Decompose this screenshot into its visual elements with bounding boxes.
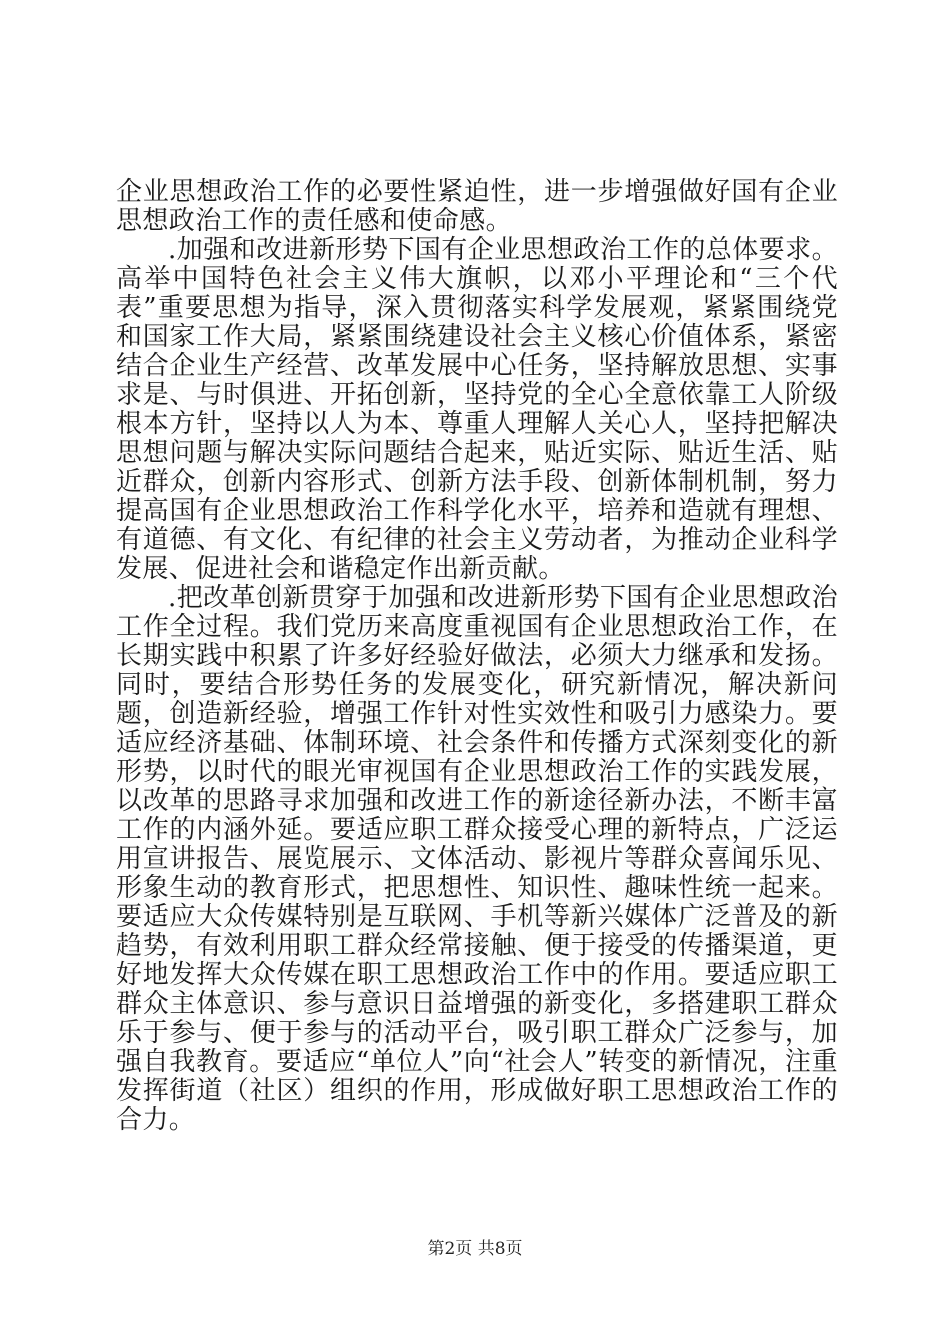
body-text — [116, 178, 838, 1135]
page-footer: 第2页 共8页 — [427, 1239, 523, 1259]
paragraph-3: .把改革创新贯穿于加强和改进新形势下国有企业思想政治工作全过程。我们党历来高度重视国有企业思想政治工作，在长期实践中积累了许多好经验好做法，必须大力继承和发扬。同时，要结合形势任务的发展变化，研究新情况，解决新问题，创造新经验，增强工作针对性实效性和吸引力感染力。要适应经济基础、体制环境、社会条件和传播方式深刻变化的新形势，以时代的眼光审视国有企业思想政治工作的实践发展，以改革的思路寻求加强和改进工作的新途径新办法，不断丰富工作的内涵外延。要适应职工群众接受心理的新特点，广泛运用宣讲报告、展览展示、文体活动、影视片等群众喜闻乐见、形象生动的教育形式，把思想性、知识性、趣味性统一起来。要适应大众传媒特别是互联网、手机等新兴媒体广泛普及的新趋势，有效利用职工群众经常接触、便于接受的传播渠道，更好地发挥大众传媒在职工思想政治工作中的作用。要适应职工群众主体意识、参与意识日益增强的新变化，多搭建职工群众乐于参与、便于参与的活动平台，吸引职工群众广泛参与，加强自我教育。要适应“单位人”向“社会人”转变的新情况，注重发挥街道（社区）组织的作用，形成做好职工思想政治工作的合力。 — [116, 583, 838, 1135]
paragraph-2: .加强和改进新形势下国有企业思想政治工作的总体要求。高举中国特色社会主义伟大旗帜，以邓小平理论和“三个代表”重要思想为指导，深入贯彻落实科学发展观，紧紧围绕党和国家工作大局，紧紧围绕建设社会主义核心价值体系，紧密结合企业生产经营、改革发展中心任务，坚持解放思想、实事求是、与时俱进、开拓创新，坚持党的全心全意依靠工人阶级根本方针，坚持以人为本、尊重人理解人关心人，坚持把解决思想问题与解决实际问题结合起来，贴近实际、贴近生活、贴近群众，创新内容形式、创新方法手段、创新体制机制，努力提高国有企业思想政治工作科学化水平，培养和造就有理想、有道德、有文化、有纪律的社会主义劳动者，为推动企业科学发展、促进社会和谐稳定作出新贡献。 — [116, 235, 838, 584]
paragraph-1: 企业思想政治工作的必要性紧迫性，进一步增强做好国有企业思想政治工作的责任感和使命感。 — [116, 177, 838, 236]
